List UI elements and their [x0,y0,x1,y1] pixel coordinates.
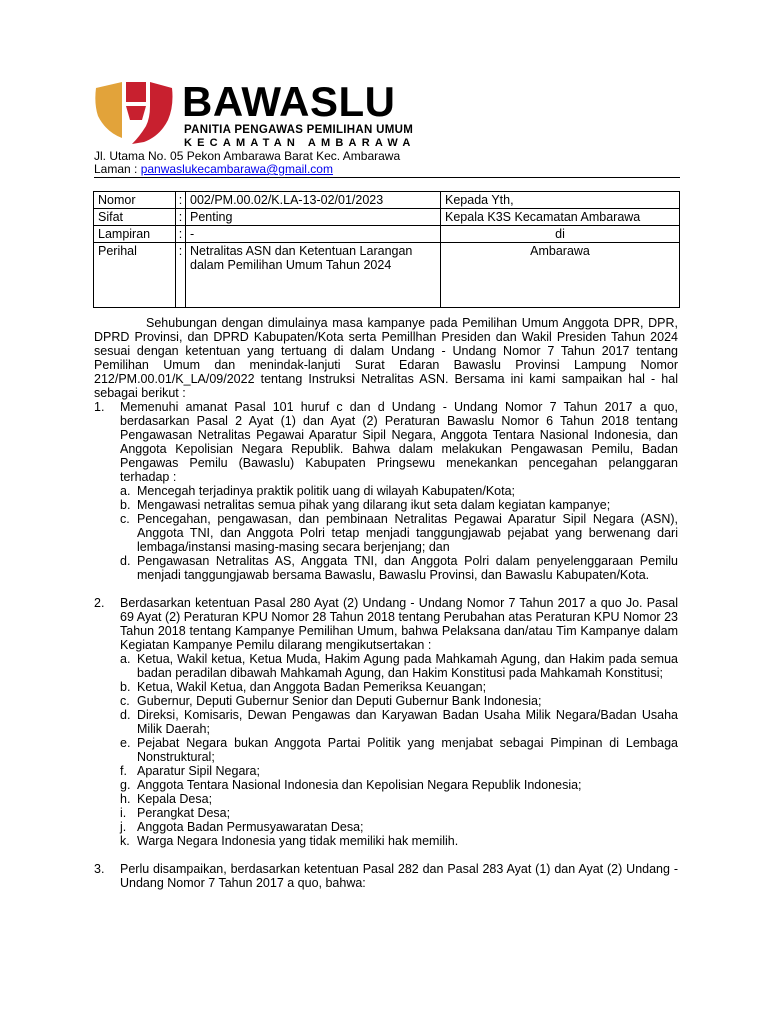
sub-letter: d. [120,708,131,722]
sub-item [94,778,678,792]
sub-text: Anggota Badan Permusyawaratan Desa; [137,820,364,834]
header-divider [94,177,680,178]
letter-body [94,316,678,890]
org-name: BAWASLU [182,78,396,125]
meta-label: Sifat [94,209,176,226]
sub-letter: h. [120,792,131,806]
sub-text: Warga Negara Indonesia yang tidak memiliki hak memilih. [137,834,459,848]
sub-letter: a. [120,652,131,666]
sub-letter: g. [120,778,131,792]
meta-recipient: Kepada Yth, [441,192,680,209]
sub-text: Ketua, Wakil Ketua, dan Anggota Badan Pemeriksa Keuangan; [137,680,487,694]
sub-item [94,764,678,778]
meta-row-perihal [94,243,680,308]
sub-letter: e. [120,736,131,750]
sub-letter: j. [120,820,127,834]
sub-item [94,708,678,736]
meta-label: Nomor [94,192,176,209]
meta-label: Perihal [94,243,176,308]
sub-item [94,820,678,834]
laman-label: Laman : [94,162,141,176]
sub-text: Perangkat Desa; [137,806,231,820]
sub-letter: d. [120,554,131,568]
meta-value: Netralitas ASN dan Ketentuan Larangan dalam Pemilihan Umum Tahun 2024 [186,243,441,308]
sub-letter: c. [120,512,130,526]
sub-item [94,512,678,554]
meta-recipient: di [441,226,680,243]
item-number: 3. [94,862,105,876]
meta-value: Penting [186,209,441,226]
item-text: Berdasarkan ketentuan Pasal 280 Ayat (2) Undang - Undang Nomor 7 Tahun 2017 a quo Jo. Pasal 69 Ayat (2) Peraturan KPU Nomor 28 Tahun 2018 tentang Perubahan atas Peraturan KPU Nomor 23 Tahun 2018 tentang Kampanye Pemilihan Umum, bahwa Pelaksana dan/atau Tim Kampanye dalam Kegiatan Kampanye Pemilu dilarang mengikutsertakan : [120,596,678,652]
sub-text: Gubernur, Deputi Gubernur Senior dan Deputi Gubernur Bank Indonesia; [137,694,542,708]
sub-item [94,554,678,582]
sub-letter: i. [120,806,127,820]
sub-text: Ketua, Wakil ketua, Ketua Muda, Hakim Agung pada Mahkamah Agung, dan Hakim pada semua badan peradilan dibawah Mahkamah Agung, dan Hakim Konstitusi pada Mahkamah Konstitusi; [137,652,678,680]
item-text: Memenuhi amanat Pasal 101 huruf c dan d Undang - Undang Nomor 7 Tahun 2017 a quo, berdasarkan Pasal 2 Ayat (1) dan Ayat (2) Peraturan Bawaslu Nomor 6 Tahun 2018 tentang Pengawasan Netralitas Pegawai Aparatur Sipil Negara, Anggota Tentara Nasional Indonesia, dan Anggota Kepolisian Negara Republik. Bahwa dalam melakukan Pengawasan Pemilu, Badan Pengawas Pemilu (Bawaslu) Kabupaten Pringsewu menekankan pencegahan pelanggaran terhadap : [120,400,678,484]
spacer [94,582,678,596]
sub-text: Pejabat Negara bukan Anggota Partai Politik yang menjabat sebagai Pimpinan di Lembaga Nonstruktural; [137,736,678,764]
sub-text: Kepala Desa; [137,792,213,806]
sub-item [94,680,678,694]
org-district: KECAMATAN AMBARAWA [184,137,416,149]
address: Jl. Utama No. 05 Pekon Ambarawa Barat Kec. Ambarawa [94,149,401,163]
sub-text: Anggota Tentara Nasional Indonesia dan Kepolisian Negara Republik Indonesia; [137,778,582,792]
sub-item [94,694,678,708]
meta-row-sifat [94,209,680,226]
meta-row-lampiran [94,226,680,243]
meta-colon: : [176,192,186,209]
intro-paragraph: Sehubungan dengan dimulainya masa kampanye pada Pemilihan Umum Anggota DPR, DPR, DPRD Provinsi, dan DPRD Kabupaten/Kota serta Pemillhan Presiden dan Wakil Presiden Tahun 2024 sesuai dengan ketentuan yang tertuang di dalam Undang - Undang Nomor 7 Tahun 2017 tentang Pemilihan Umum dan menindak-lanjuti Surat Edaran Bawaslu Provinsi Lampung Nomor 212/PM.00.01/K_LA/09/2022 tentang Instruksi Netralitas ASN. Bersama ini kami sampaikan hal - hal sebagai berikut : [94,316,678,400]
sub-letter: b. [120,680,131,694]
sub-text: Mengawasi netralitas semua pihak yang dilarang ikut seta dalam kegiatan kampanye; [137,498,611,512]
sub-letter: k. [120,834,130,848]
sub-text: Pengawasan Netralitas AS, Anggata TNI, dan Anggota Polri dalam penyelenggaraan Pemilu menjadi tanggungjawab bersama Bawaslu, Bawaslu Provinsi, dan Bawaslu Kabupaten/Kota. [137,554,678,582]
laman-line [94,163,333,176]
sub-text: Pencegahan, pengawasan, dan pembinaan Netralitas Pegawai Aparatur Sipil Negara (ASN), Anggota TNI, dan Anggota Polri tetap menjadi tanggungjawab pejabat yang berwenang dari lembaga/instansi masing-masing secara berjenjang; dan [137,512,678,554]
sub-letter: b. [120,498,131,512]
meta-recipient: Ambarawa [441,243,680,308]
meta-value: 002/PM.00.02/K.LA-13-02/01/2023 [186,192,441,209]
meta-colon: : [176,226,186,243]
sub-text: Aparatur Sipil Negara; [137,764,260,778]
bawaslu-logo-icon [94,80,174,146]
numbered-item-3 [94,862,678,890]
numbered-item-2 [94,596,678,652]
letterhead [94,78,684,149]
item-number: 2. [94,596,105,610]
org-subtitle: PANITIA PENGAWAS PEMILIHAN UMUM [184,124,414,136]
meta-label: Lampiran [94,226,176,243]
sub-item [94,806,678,820]
spacer [94,848,678,862]
numbered-item-1 [94,400,678,484]
sub-item [94,484,678,498]
item-number: 1. [94,400,105,414]
sub-item [94,652,678,680]
letter-meta-table [93,191,680,308]
sub-item [94,792,678,806]
meta-value: - [186,226,441,243]
sub-text: Mencegah terjadinya praktik politik uang di wilayah Kabupaten/Kota; [137,484,516,498]
item-text: Perlu disampaikan, berdasarkan ketentuan Pasal 282 dan Pasal 283 Ayat (1) dan Ayat (2) Undang - Undang Nomor 7 Tahun 2017 a quo, bahwa: [120,862,678,890]
sub-letter: a. [120,484,131,498]
sub-letter: c. [120,694,130,708]
meta-recipient: Kepala K3S Kecamatan Ambarawa [441,209,680,226]
sub-item [94,834,678,848]
sub-letter: f. [120,764,127,778]
meta-row-nomor [94,192,680,209]
meta-colon: : [176,209,186,226]
sub-text: Direksi, Komisaris, Dewan Pengawas dan Karyawan Badan Usaha Milik Negara/Badan Usaha Milik Daerah; [137,708,678,736]
meta-colon: : [176,243,186,308]
sub-item [94,498,678,512]
sub-item [94,736,678,764]
email-link[interactable]: panwaslukecambarawa@gmail.com [140,162,333,176]
